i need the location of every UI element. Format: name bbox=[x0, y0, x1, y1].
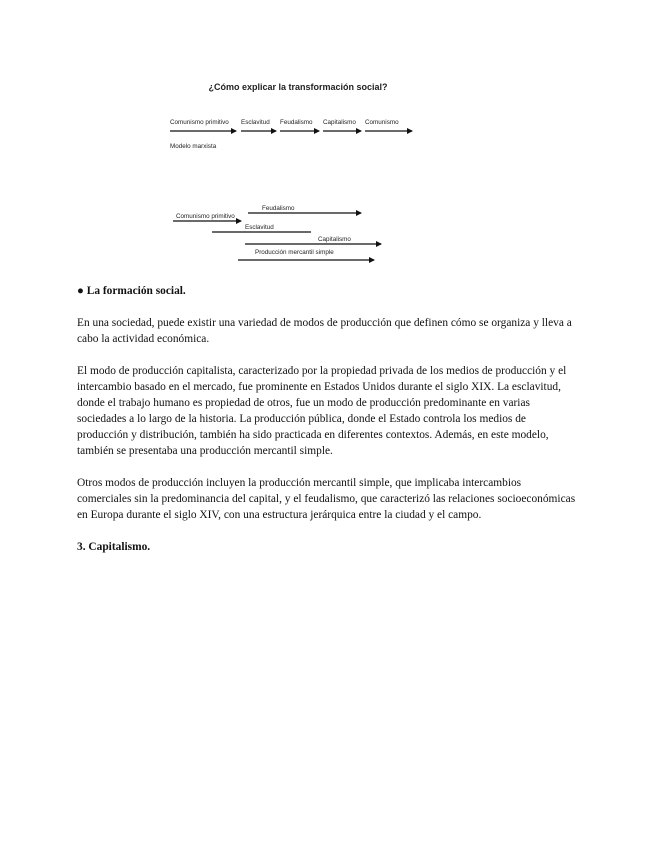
paragraph-1: En una sociedad, puede existir una variedad de modos de producción que definen cómo se organiza y lleva a cabo la actividad económica. bbox=[77, 317, 572, 345]
section-heading-capitalism bbox=[77, 539, 577, 555]
document-body bbox=[77, 283, 577, 555]
diagram-title: ¿Cómo explicar la transformación social? bbox=[208, 82, 388, 92]
sequence-label-capitalism: Capitalismo bbox=[323, 119, 356, 126]
paragraph-2: El modo de producción capitalista, caracterizado por la propiedad privada de los medios de producción y el intercambio basado en el mercado, fue prominente en Estados Unidos durante el siglo XIX. La esclavitud, donde el trabajo humano es propiedad de otros, fue un modo de producción predominante en varias sociedades a lo largo de la historia. La producción pública, donde el Estado controla los medios de producción y distribución, también ha sido practicada en diferentes contextos. Además, en este modelo, también se presentaba una producción mercantil simple. bbox=[77, 365, 567, 457]
timeline-label-simple-commodity: Producción mercantil simple bbox=[255, 249, 334, 256]
section-title: Capitalismo. bbox=[88, 541, 151, 553]
paragraph-3: Otros modos de producción incluyen la producción mercantil simple, que implicaba intercambios comerciales sin la predominancia del capital, y el feudalismo, que caracterizó las relaciones socioeconómicas en Europa durante el siglo XIV, con una estructura jerárquica entre la ciudad y el campo. bbox=[77, 477, 576, 521]
sequence-label-communism: Comunismo bbox=[365, 119, 399, 126]
marxist-model-caption: Modelo marxista bbox=[170, 143, 217, 150]
social-transformation-diagram bbox=[0, 0, 655, 280]
timeline-label-slavery: Esclavitud bbox=[245, 224, 274, 231]
sequence-label-slavery: Esclavitud bbox=[241, 119, 270, 126]
bullet-icon: ● bbox=[77, 285, 84, 297]
timeline-label-capitalism: Capitalismo bbox=[318, 236, 351, 243]
heading-text: La formación social. bbox=[86, 285, 186, 297]
timeline-label-feudalism: Feudalismo bbox=[262, 205, 295, 212]
sequence-label-feudalism: Feudalismo bbox=[280, 119, 313, 126]
sequence-label-primitive-communism: Comunismo primitivo bbox=[170, 119, 229, 126]
section-heading-social-formation bbox=[77, 283, 577, 299]
section-number: 3. bbox=[77, 541, 86, 553]
diagram-canvas bbox=[0, 0, 655, 280]
timeline-label-primitive-communism: Comunismo primitivo bbox=[176, 213, 235, 220]
